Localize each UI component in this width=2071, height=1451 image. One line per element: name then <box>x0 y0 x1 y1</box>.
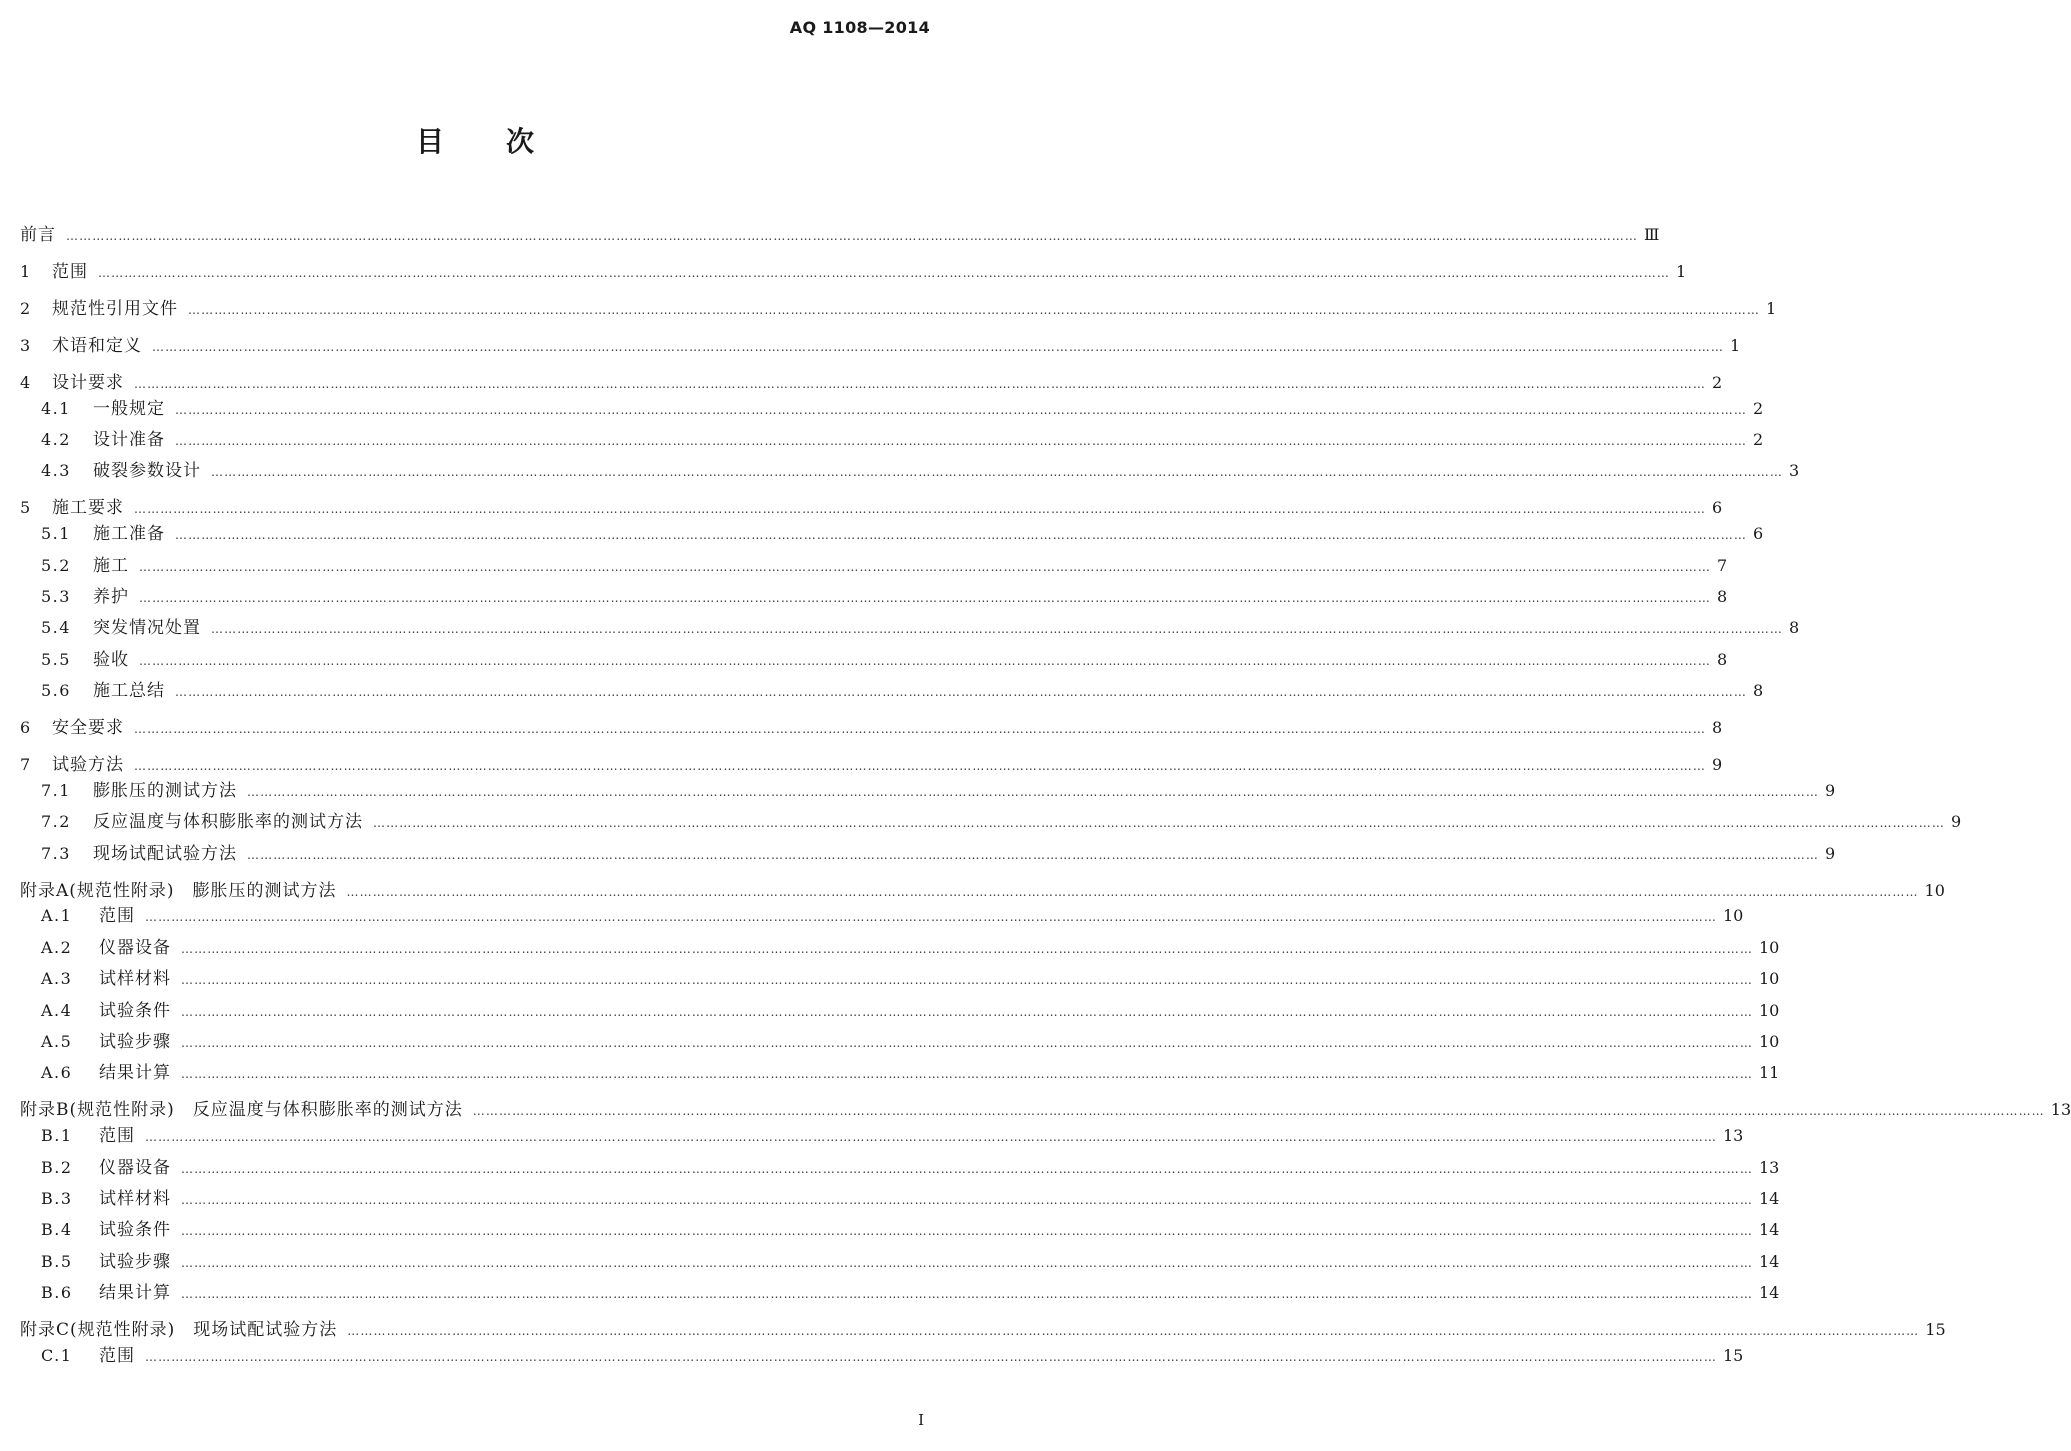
toc-entry-line <box>41 614 1800 642</box>
standard-code: AQ 1108—2014 <box>789 18 930 37</box>
toc-page-number: 3 <box>1789 461 1800 481</box>
toc-leader-dots: ……………………………………………………………………………………………………………………………………………………………………………………………………………………………………………………………………………………………………………………………… <box>134 758 1706 773</box>
toc-entry-title: 现场试配试验方法 <box>93 843 237 864</box>
toc-entry-label <box>20 1096 463 1124</box>
toc-entry-label <box>41 777 237 805</box>
toc-entry-label <box>41 808 363 836</box>
toc-page-number: 15 <box>1723 1346 1744 1365</box>
toc-page-number: 1 <box>1766 298 1777 318</box>
toc-entry-title: 验收 <box>93 649 129 670</box>
toc-entry-title: 突发情况处置 <box>93 618 201 639</box>
toc-leader-dots: ……………………………………………………………………………………………………………………………………………………………………………………………………………………………………………………………………………………………………………………………… <box>211 465 1783 480</box>
toc-entry-number: 5.1 <box>41 524 71 544</box>
toc-entry-line <box>41 808 1962 836</box>
toc-entry-label <box>41 552 129 580</box>
toc-entry-title: 施工准备 <box>93 524 165 545</box>
toc-entry-number: 7.1 <box>41 780 71 800</box>
toc-entry-line <box>41 997 1780 1025</box>
toc-entry-label <box>20 332 142 360</box>
toc-entry-title: 前言 <box>20 225 56 245</box>
toc-leader-dots: ……………………………………………………………………………………………………………………………………………………………………………………………………………………………………………………………………………………………………………………………… <box>134 722 1706 736</box>
toc-entry-number: 3 <box>20 335 32 355</box>
toc-entry-number: 5.3 <box>41 586 71 606</box>
toc-page-number: Ⅲ <box>1644 225 1660 244</box>
toc-page-number: 2 <box>1712 372 1723 392</box>
toc-page-number: 2 <box>1753 398 1764 418</box>
toc-leader-dots: ……………………………………………………………………………………………………………………………………………………………………………………………………………………………………………………………………………………………………………………………… <box>211 622 1783 637</box>
toc-entry-number: A.2 <box>41 937 73 957</box>
toc-page-number: 14 <box>1759 1220 1780 1240</box>
toc-leader-dots: ……………………………………………………………………………………………………………………………………………………………………………………………………………………………………………………………………………………………………………………………… <box>145 910 1717 925</box>
toc-page-number: 6 <box>1753 524 1764 544</box>
toc-entry-label <box>41 520 165 548</box>
toc-entry-title: 试验方法 <box>52 754 124 775</box>
toc-entry-title: 附录A(规范性附录) 膨胀压的测试方法 <box>20 880 337 901</box>
toc-leader-dots: ……………………………………………………………………………………………………………………………………………………………………………………………………………………………………………………………………………………………………………………………… <box>139 653 1711 668</box>
toc-page-number: 1 <box>1730 335 1741 355</box>
toc-entry-title: 反应温度与体积膨胀率的测试方法 <box>93 812 363 833</box>
toc-entry-line <box>41 1279 1780 1307</box>
toc-entry-line <box>41 677 1764 705</box>
toc-page-number: 8 <box>1717 586 1728 606</box>
toc-entry[interactable] <box>0 295 1777 323</box>
toc-entry[interactable] <box>0 751 1723 779</box>
toc-entry-line <box>20 751 1723 779</box>
toc-entry-number: 4.2 <box>41 429 71 449</box>
toc-leader-dots: ……………………………………………………………………………………………………………………………………………………………………………………………………………………………………………………………………………………………………………………………… <box>346 884 1919 899</box>
toc-entry-title: 一般规定 <box>93 398 165 419</box>
toc-entry-title: 试验步骤 <box>99 1251 171 1272</box>
toc-entry-number: B.5 <box>41 1251 73 1271</box>
toc-leader-dots: ……………………………………………………………………………………………………………………………………………………………………………………………………………………………………………………………………………………………………………………………… <box>472 1104 2045 1119</box>
toc-leader-dots: ……………………………………………………………………………………………………………………………………………………………………………………………………………………………………………………………………………………………………………………………… <box>181 1287 1753 1302</box>
toc-entry-number: 2 <box>20 298 32 318</box>
toc-entry-label <box>41 426 165 454</box>
toc-entry-label <box>41 902 135 930</box>
toc-leader-dots: ……………………………………………………………………………………………………………………………………………………………………………………………………………………………………………………………………………………………………………………………… <box>134 502 1706 517</box>
toc-leader-dots: ……………………………………………………………………………………………………………………………………………………………………………………………………………………………………………………………………………………………………………………………… <box>347 1324 1920 1339</box>
toc-entry[interactable] <box>0 1279 1780 1307</box>
toc-entry[interactable] <box>0 369 1723 397</box>
toc-entry-line <box>41 646 1728 674</box>
toc-page-number: 9 <box>1825 780 1836 800</box>
toc-entry-line <box>20 1096 2071 1124</box>
toc-leader-dots: ……………………………………………………………………………………………………………………………………………………………………………………………………………………………………………………………………………………………………………………………… <box>181 1161 1753 1176</box>
toc-entry[interactable] <box>0 714 1723 742</box>
toc-entry-line <box>41 395 1764 423</box>
toc-entry[interactable] <box>0 1122 1744 1150</box>
toc-entry-label <box>41 583 129 611</box>
toc-leader-dots: ……………………………………………………………………………………………………………………………………………………………………………………………………………………………………………………………………………………………………………………………… <box>98 265 1670 280</box>
toc-leader-dots: ……………………………………………………………………………………………………………………………………………………………………………………………………………………………………………………………………………………………………………………………… <box>181 1255 1753 1270</box>
toc-entry-line <box>20 295 1777 323</box>
toc-page-number: 10 <box>1759 969 1780 989</box>
toc-entry-title: 膨胀压的测试方法 <box>93 780 237 801</box>
toc-entry[interactable] <box>0 494 1723 522</box>
toc-entry-number: 4 <box>20 372 32 392</box>
toc-entry-title: 术语和定义 <box>52 335 142 356</box>
toc-entry-label <box>20 751 124 779</box>
toc-entry[interactable] <box>0 520 1764 548</box>
toc-entry-line <box>41 934 1780 962</box>
toc-entry-line <box>20 877 1945 905</box>
toc-entry-line <box>20 1316 1946 1344</box>
toc-entry-number: C.1 <box>41 1346 73 1365</box>
toc-entry-label <box>41 1185 171 1213</box>
toc-leader-dots: ……………………………………………………………………………………………………………………………………………………………………………………………………………………………………………………………………………………………………………………………… <box>188 302 1760 317</box>
toc-entry-line <box>41 1028 1780 1056</box>
toc-entry[interactable] <box>0 997 1780 1025</box>
toc-entry-label <box>20 877 337 905</box>
toc-entry-label <box>41 840 237 868</box>
toc-entry-number: B.1 <box>41 1126 73 1146</box>
toc-entry-number: B.2 <box>41 1157 73 1177</box>
toc-entry-line <box>20 714 1723 742</box>
toc-page-number: 10 <box>1924 880 1945 900</box>
toc-entry-number: B.6 <box>41 1283 73 1303</box>
toc-entry-number: B.4 <box>41 1220 73 1240</box>
toc-entry-title: 仪器设备 <box>99 1157 171 1178</box>
toc-page-number: 14 <box>1759 1251 1780 1271</box>
toc-entry-line <box>41 520 1764 548</box>
toc-entry[interactable] <box>0 1096 2071 1124</box>
toc-entry-title: 设计准备 <box>93 429 165 450</box>
toc-entry-label <box>41 395 165 423</box>
toc-entry-number: A.6 <box>41 1063 73 1083</box>
toc-entry-label <box>41 1154 171 1182</box>
toc-page-number: 9 <box>1825 843 1836 863</box>
toc-entry[interactable] <box>0 777 1836 805</box>
toc-entry-title: 试样材料 <box>99 1189 171 1209</box>
toc-entry-title: 养护 <box>93 586 129 607</box>
toc-entry-label <box>41 1028 171 1056</box>
toc-entry-title: 试样材料 <box>99 969 171 990</box>
page-folio: Ⅰ <box>918 1411 924 1429</box>
toc-entry-title: 试验步骤 <box>99 1032 171 1052</box>
toc-entry-label <box>20 295 178 323</box>
toc-entry-title: 范围 <box>99 1126 135 1147</box>
toc-entry[interactable] <box>0 552 1728 580</box>
toc-entry-number: 5.5 <box>41 649 71 669</box>
toc-entry-number: A.4 <box>41 1000 73 1020</box>
toc-entry-label <box>41 1059 171 1087</box>
toc-entry-line <box>41 777 1836 805</box>
toc-entry-title: 破裂参数设计 <box>93 461 201 482</box>
toc-page-number: 8 <box>1712 718 1723 737</box>
toc-entry[interactable] <box>0 808 1962 836</box>
toc-entry-number: A.1 <box>41 906 73 926</box>
toc-entry-label <box>41 677 165 705</box>
toc-leader-dots: ……………………………………………………………………………………………………………………………………………………………………………………………………………………………………………………………………………………………………………………………… <box>181 941 1753 956</box>
toc-entry-label <box>41 646 129 674</box>
toc-entry-title: 附录C(规范性附录) 现场试配试验方法 <box>20 1320 338 1341</box>
toc-entry-number: A.3 <box>41 969 73 989</box>
toc-page-number: 13 <box>1759 1157 1780 1177</box>
toc-entry-label <box>41 934 171 962</box>
toc-entry-number: 6 <box>20 718 32 737</box>
toc-entry-line <box>20 221 1660 249</box>
toc-leader-dots: ……………………………………………………………………………………………………………………………………………………………………………………………………………………………………………………………………………………………………………………………… <box>145 1130 1717 1145</box>
toc-entry-label <box>20 714 124 742</box>
toc-leader-dots: ……………………………………………………………………………………………………………………………………………………………………………………………………………………………………………………………………………………………………………………………… <box>66 229 1638 243</box>
toc-entry-label <box>20 221 56 249</box>
toc-leader-dots: ……………………………………………………………………………………………………………………………………………………………………………………………………………………………………………………………………………………………………………………………… <box>152 339 1724 354</box>
toc-entry-number: A.5 <box>41 1032 73 1051</box>
toc-entry[interactable] <box>0 646 1728 674</box>
toc-entry-number: 5.6 <box>41 681 71 701</box>
toc-entry-label <box>41 1216 171 1244</box>
toc-entry-label <box>41 1122 135 1150</box>
toc-entry-line <box>41 426 1764 454</box>
toc-entry-title: 施工 <box>93 555 129 576</box>
toc-entry-number: 7.2 <box>41 812 71 832</box>
toc-page-number: 9 <box>1712 754 1723 774</box>
toc-entry-title: 结果计算 <box>99 1063 171 1084</box>
toc-entry-title: 安全要求 <box>52 718 124 738</box>
toc-entry-title: 附录B(规范性附录) 反应温度与体积膨胀率的测试方法 <box>20 1100 463 1121</box>
toc-entry-line <box>41 583 1728 611</box>
toc-entry-line <box>41 1154 1780 1182</box>
toc-entry[interactable] <box>0 583 1728 611</box>
toc-leader-dots: ……………………………………………………………………………………………………………………………………………………………………………………………………………………………………………………………………………………………………………………………… <box>145 1350 1717 1364</box>
toc-entry[interactable] <box>0 965 1780 993</box>
toc-entry[interactable] <box>0 1216 1780 1244</box>
toc-entry-line <box>20 369 1723 397</box>
toc-entry[interactable] <box>0 1185 1780 1213</box>
toc-entry[interactable] <box>0 1342 1744 1370</box>
toc-entry-number: 4.1 <box>41 398 71 418</box>
toc-entry-number: 7 <box>20 754 32 774</box>
toc-entry[interactable] <box>0 221 1660 249</box>
toc-leader-dots: ……………………………………………………………………………………………………………………………………………………………………………………………………………………………………………………………………………………………………………………………… <box>247 847 1819 862</box>
toc-entry-title: 结果计算 <box>99 1283 171 1304</box>
toc-entry-number: 5.2 <box>41 555 71 575</box>
toc-entry-label <box>20 1316 337 1344</box>
toc-page-number: 10 <box>1759 1032 1780 1051</box>
toc-page-number: 13 <box>2050 1100 2071 1120</box>
toc-entry-title: 规范性引用文件 <box>52 298 178 319</box>
toc-leader-dots: ……………………………………………………………………………………………………………………………………………………………………………………………………………………………………………………………………………………………………………………………… <box>139 590 1711 605</box>
toc-entry[interactable] <box>0 1059 1780 1087</box>
toc-entry[interactable] <box>0 457 1800 485</box>
toc-entry[interactable] <box>0 1316 1946 1344</box>
toc-entry-number: 4.3 <box>41 461 71 481</box>
toc-page-number: 9 <box>1951 812 1962 832</box>
toc-page-number: 8 <box>1717 649 1728 669</box>
toc-page-number: 10 <box>1759 937 1780 957</box>
toc-page-number: 10 <box>1723 906 1744 926</box>
toc-leader-dots: ……………………………………………………………………………………………………………………………………………………………………………………………………………………………………………………………………………………………………………………………… <box>175 402 1747 417</box>
toc-entry[interactable] <box>0 877 1945 905</box>
toc-leader-dots: ……………………………………………………………………………………………………………………………………………………………………………………………………………………………………………………………………………………………………………………………… <box>181 973 1753 988</box>
toc-entry-number: B.3 <box>41 1189 73 1208</box>
toc-entry-number: 5 <box>20 498 32 518</box>
toc-page-number: 8 <box>1789 618 1800 638</box>
toc-page-number: 8 <box>1753 681 1764 701</box>
toc-entry-label <box>41 614 201 642</box>
toc-entry[interactable] <box>0 1248 1780 1276</box>
toc-entry-line <box>41 965 1780 993</box>
toc-entry-line <box>41 1248 1780 1276</box>
toc-entry-number: 1 <box>20 261 32 281</box>
toc-entry-label <box>20 369 124 397</box>
toc-leader-dots: ……………………………………………………………………………………………………………………………………………………………………………………………………………………………………………………………………………………………………………………………… <box>175 685 1747 700</box>
toc-entry-label <box>41 1248 171 1276</box>
toc-leader-dots: ……………………………………………………………………………………………………………………………………………………………………………………………………………………………………………………………………………………………………………………………… <box>134 376 1706 391</box>
toc-entry-title: 范围 <box>99 1346 135 1366</box>
toc-leader-dots: ……………………………………………………………………………………………………………………………………………………………………………………………………………………………………………………………………………………………………………………………… <box>247 784 1819 799</box>
toc-page-number: 14 <box>1759 1189 1780 1208</box>
toc-page-number: 15 <box>1925 1320 1946 1340</box>
toc-entry-title: 设计要求 <box>52 372 124 393</box>
toc-entry-line <box>41 1122 1744 1150</box>
toc-entry-line <box>41 902 1744 930</box>
toc-page-number: 11 <box>1759 1063 1780 1083</box>
toc-entry-label <box>41 1279 171 1307</box>
toc-entry-title: 施工总结 <box>93 681 165 702</box>
toc-page-number: 7 <box>1717 555 1728 575</box>
toc-page-number: 10 <box>1759 1000 1780 1020</box>
toc-entry-line <box>41 457 1800 485</box>
toc-entry-label <box>41 1342 135 1370</box>
toc-entry-line <box>41 840 1836 868</box>
toc-entry-label <box>20 258 88 286</box>
toc-entry-line <box>41 1185 1780 1213</box>
toc-entry-line <box>41 1216 1780 1244</box>
toc-page-number: 1 <box>1676 261 1687 281</box>
toc-entry-label <box>41 997 171 1025</box>
toc-leader-dots: ……………………………………………………………………………………………………………………………………………………………………………………………………………………………………………………………………………………………………………………………… <box>139 559 1711 574</box>
toc-entry[interactable] <box>0 332 1741 360</box>
toc-leader-dots: ……………………………………………………………………………………………………………………………………………………………………………………………………………………………………………………………………………………………………………………………… <box>181 1004 1753 1019</box>
toc-entry[interactable] <box>0 258 1687 286</box>
toc-entry-line <box>20 332 1741 360</box>
toc-entry-number: 7.3 <box>41 843 71 863</box>
toc-leader-dots: ……………………………………………………………………………………………………………………………………………………………………………………………………………………………………………………………………………………………………………………………… <box>175 433 1747 448</box>
toc-entry-title: 范围 <box>99 906 135 927</box>
page-title: 目次 <box>415 125 596 158</box>
toc-entry[interactable] <box>0 677 1764 705</box>
toc-entry-title: 仪器设备 <box>99 937 171 958</box>
toc-entry[interactable] <box>0 1028 1780 1056</box>
toc-leader-dots: ……………………………………………………………………………………………………………………………………………………………………………………………………………………………………………………………………………………………………………………………… <box>373 816 1945 831</box>
toc-leader-dots: ……………………………………………………………………………………………………………………………………………………………………………………………………………………………………………………………………………………………………………………………… <box>181 1193 1753 1207</box>
toc-entry-label <box>20 494 124 522</box>
toc-entry[interactable] <box>0 840 1836 868</box>
toc-entry-title: 施工要求 <box>52 498 124 519</box>
toc-entry-line <box>41 1342 1744 1370</box>
toc-entry-line <box>20 258 1687 286</box>
toc-entry-line <box>20 494 1723 522</box>
toc-entry[interactable] <box>0 934 1780 962</box>
toc-entry-number: 5.4 <box>41 618 71 638</box>
toc-entry-title: 试验条件 <box>99 1220 171 1241</box>
toc-page-number: 14 <box>1759 1283 1780 1303</box>
toc-leader-dots: ……………………………………………………………………………………………………………………………………………………………………………………………………………………………………………………………………………………………………………………………… <box>181 1224 1753 1239</box>
toc-leader-dots: ……………………………………………………………………………………………………………………………………………………………………………………………………………………………………………………………………………………………………………………………… <box>181 1036 1753 1050</box>
toc-leader-dots: ……………………………………………………………………………………………………………………………………………………………………………………………………………………………………………………………………………………………………………………………… <box>181 1067 1753 1082</box>
toc-entry-label <box>41 965 171 993</box>
toc-page-number: 2 <box>1753 429 1764 449</box>
toc-entry[interactable] <box>0 614 1800 642</box>
toc-entry-label <box>41 457 201 485</box>
toc-entry-title: 试验条件 <box>99 1000 171 1021</box>
toc-entry[interactable] <box>0 902 1744 930</box>
toc-page-number: 13 <box>1723 1126 1744 1146</box>
toc-entry[interactable] <box>0 395 1764 423</box>
toc-entry[interactable] <box>0 1154 1780 1182</box>
toc-leader-dots: ……………………………………………………………………………………………………………………………………………………………………………………………………………………………………………………………………………………………………………………………… <box>175 528 1747 543</box>
toc-entry-title: 范围 <box>52 261 88 282</box>
toc-entry-line <box>41 1059 1780 1087</box>
toc-page-number: 6 <box>1712 498 1723 518</box>
toc-entry[interactable] <box>0 426 1764 454</box>
toc-entry-line <box>41 552 1728 580</box>
